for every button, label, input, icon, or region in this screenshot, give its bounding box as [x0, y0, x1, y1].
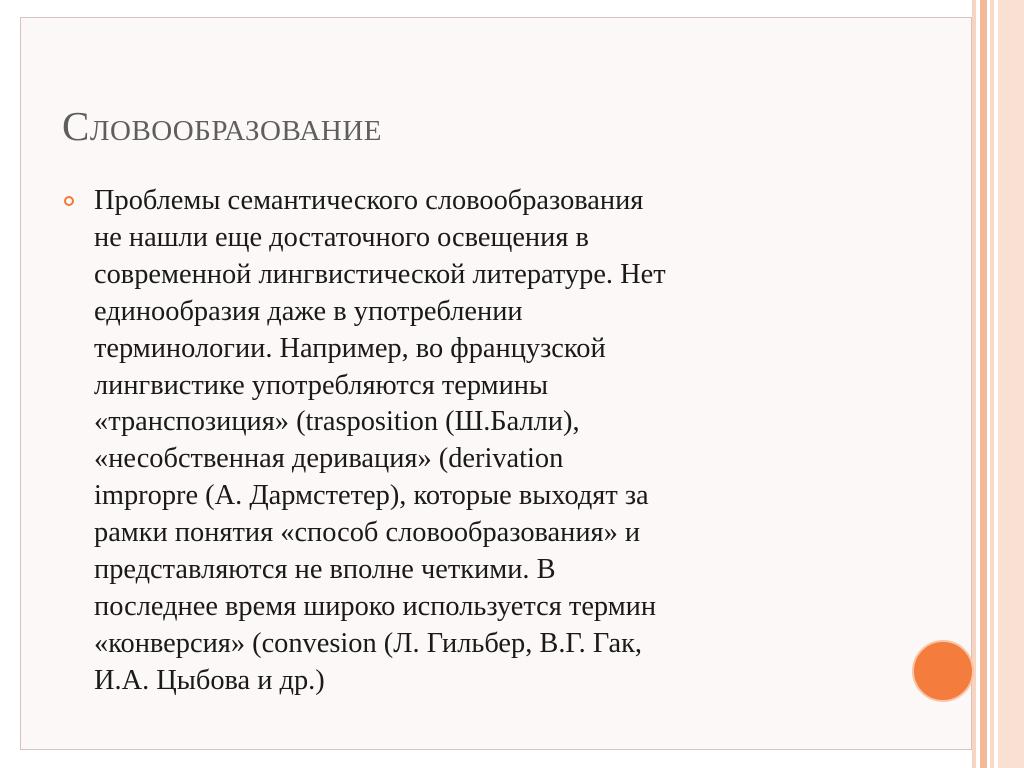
slide-title: Словообразование [62, 103, 383, 149]
bullet-icon [64, 196, 74, 206]
bullet-text: Проблемы семантического словообразования не нашли еще достаточного освещения в современной лингвистической литературе. Нет единообразия даже в употреблении терминологии. Например, во французской лингвистике употребляются термины «транспозиция» (trasposition (Ш.Балли), «несобственная деривация» (derivation impropre (А. Дармстетер), которые выходят за рамки понятия «способ словообразования» и представляются не вполне четкими. В последнее время широко используется термин «конверсия» (convesion (Л. Гильбер, В.Г. Гак, И.А. Цыбова и др.) [94, 185, 666, 696]
decorative-stripes [972, 0, 1024, 768]
stripe [972, 0, 976, 768]
stripe [990, 0, 994, 768]
stripe [998, 0, 1024, 768]
stripe [980, 0, 987, 768]
orange-circle-decoration [912, 640, 974, 702]
